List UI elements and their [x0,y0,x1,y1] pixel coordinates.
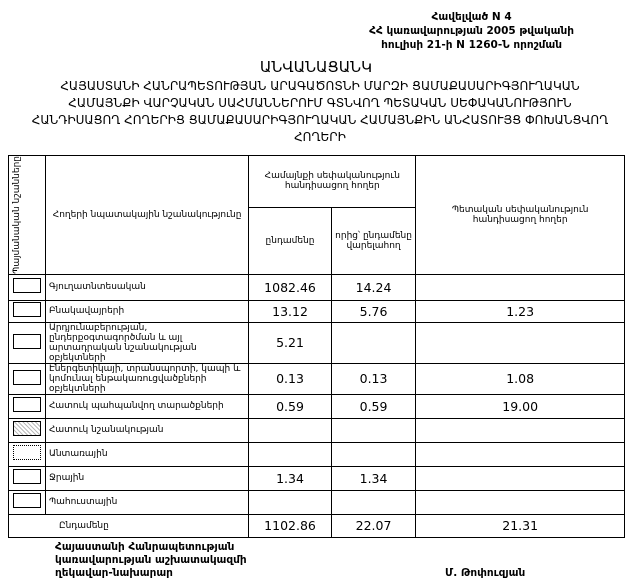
row-of-which [331,442,416,466]
header-of-which: որից՝ ընդամենը վարելահող [331,207,416,274]
row-total: 0.59 [249,394,332,418]
row-total: 1082.46 [249,274,332,300]
signatory-name: Մ. Թոփուզյան [445,567,526,579]
row-state [416,322,625,363]
row-label: Գյուղատնտեսական [45,274,248,300]
legend-swatch-icon [13,397,41,412]
row-label: Պահուստային [45,490,248,514]
row-state [416,490,625,514]
legend-symbol-cell [9,490,46,514]
totals-total: 1102.86 [249,514,332,537]
signatory-line: կառավարության աշխատակազմի [55,554,247,566]
row-of-which [331,322,416,363]
legend-swatch-icon [13,334,41,349]
row-label: Ջրային [45,466,248,490]
totals-label: Ընդամենը [9,514,249,537]
signatory-line: Հայաստանի Հանրապետության [55,541,235,553]
row-state: 1.08 [416,363,625,394]
document-title: ԱՆՎԱՆԱՑԱՆԿ [259,58,373,76]
legend-symbol-cell [9,418,46,442]
row-state [416,418,625,442]
legend-swatch-icon [13,445,41,460]
row-of-which: 14.24 [331,274,416,300]
land-table [8,155,625,538]
header-total: ընդամենը [249,207,332,274]
header-symbols [9,156,46,275]
legend-symbol-cell [9,394,46,418]
row-total: 5.21 [249,322,332,363]
row-of-which: 5.76 [331,300,416,322]
table-row [9,466,625,490]
row-label: Էներգետիկայի, տրանսպորտի, կապի և կոմունալ ենթակառուցվածքների օբյեկտների [45,363,248,394]
row-label: Արդյունաբերության, ընդերքօգտագործման և այլ արտադրական նշանակության օբյեկտների [45,322,248,363]
legend-swatch-icon [13,421,41,436]
signatory-title [55,541,247,580]
legend-symbol-cell [9,274,46,300]
document-subtitle: ՀԱՅԱՍՏԱՆԻ ՀԱՆՐԱՊԵՏՈՒԹՅԱՆ ԱՐԱԳԱԾՈՏՆԻ ՄԱՐԶԻ ՑԱՄԱՔԱՍԱՐԻԳՅՈՒՂԱԿԱՆ ՀԱՄԱՅՆՔԻ ՎԱՐՉԱԿԱՆ ՍԱՀՄԱՆՆԵՐՈՒՄ ԳՏՆՎՈՂ ՊԵՏԱԿԱՆ ՍԵՓԱԿԱՆՈՒԹՅՈՒՆ ՀԱՆԴԻՍԱՑՈՂ ՀՈՂԵՐԻՑ ՑԱՄԱՔԱՍԱՐԻԳՅՈՒՂԱԿԱՆ ՀԱՄԱՅՆՔԻՆ ԱՆՀԱՏՈՒՅՑ ՓՈԽԱՆՑՎՈՂ ՀՈՂԵՐԻ [31,79,609,144]
legend-swatch-icon [13,469,41,484]
header-row [9,156,625,208]
annex-line: հուլիսի 21-ի N 1260-Ն որոշման [381,39,563,51]
table-row [9,490,625,514]
table-row [9,418,625,442]
row-of-which: 0.13 [331,363,416,394]
table-row [9,274,625,300]
legend-symbol-cell [9,363,46,394]
row-of-which [331,490,416,514]
legend-swatch-icon [13,302,41,317]
totals-state: 21.31 [416,514,625,537]
legend-symbol-cell [9,322,46,363]
legend-swatch-icon [13,278,41,293]
table-row [9,300,625,322]
table-row [9,363,625,394]
row-state: 19.00 [416,394,625,418]
row-label: Բնակավայրերի [45,300,248,322]
header-state: Պետական սեփականություն հանդիսացող հողեր [416,156,625,275]
annex-line: Հավելված N 4 [431,11,512,23]
header-symbols-text: Պայմանական նշանները [12,156,22,274]
row-total: 13.12 [249,300,332,322]
table-row [9,322,625,363]
totals-of-which: 22.07 [331,514,416,537]
annex-line: ՀՀ կառավարության 2005 թվականի [369,25,574,37]
row-label: Հատուկ պահպանվող տարածքների [45,394,248,418]
row-label: Անտառային [45,442,248,466]
row-label: Հատուկ նշանակության [45,418,248,442]
row-total [249,418,332,442]
row-of-which: 1.34 [331,466,416,490]
signatory-line: ղեկավար-նախարար [55,567,173,579]
legend-swatch-icon [13,493,41,508]
table-row [9,442,625,466]
table-row [9,394,625,418]
row-of-which: 0.59 [331,394,416,418]
row-total [249,490,332,514]
row-state: 1.23 [416,300,625,322]
row-state [416,442,625,466]
row-total: 1.34 [249,466,332,490]
legend-symbol-cell [9,466,46,490]
header-community: Համայնքի սեփականություն հանդիսացող հողեր [249,156,416,208]
legend-symbol-cell [9,300,46,322]
annex-note [369,10,574,52]
totals-row [9,514,625,537]
legend-symbol-cell [9,442,46,466]
row-total [249,442,332,466]
row-total: 0.13 [249,363,332,394]
row-state [416,466,625,490]
row-state [416,274,625,300]
header-purpose: Հողերի նպատակային նշանակությունը [45,156,248,275]
legend-swatch-icon [13,370,41,385]
row-of-which [331,418,416,442]
